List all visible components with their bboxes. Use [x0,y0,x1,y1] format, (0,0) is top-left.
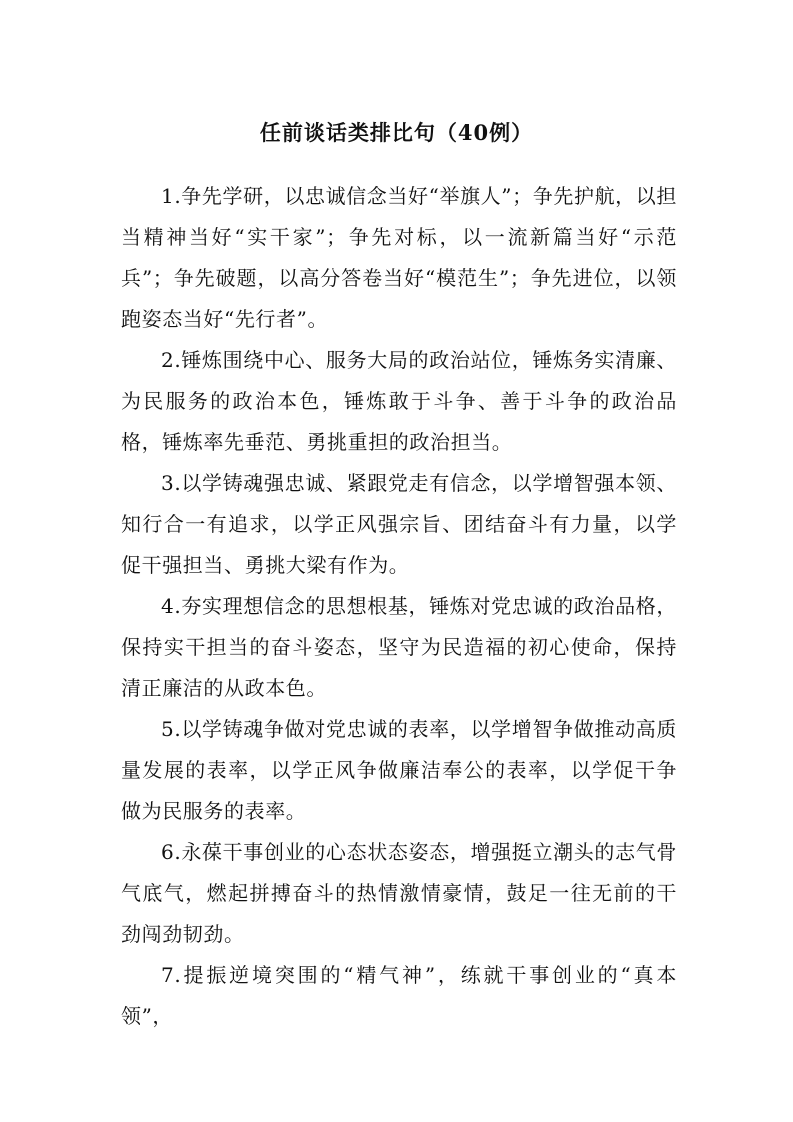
document-title: 任前谈话类排比句（40例） [259,120,534,145]
paragraph-4: 4.夯实理想信念的思想根基，锤炼对党忠诚的政治品格，保持实干担当的奋斗姿态，坚守为民造福的初心使命，保持清正廉洁的从政本色。 [121,594,677,700]
paragraph-5: 5.以学铸魂争做对党忠诚的表率，以学增智争做推动高质量发展的表率，以学正风争做廉洁奉公的表率，以学促干争做为民服务的表率。 [121,717,677,823]
paragraph-3: 3.以学铸魂强忠诚、紧跟党走有信念，以学增智强本领、知行合一有追求，以学正风强宗旨、团结奋斗有力量，以学促干强担当、勇挑大梁有作为。 [121,471,677,577]
paragraph-7: 7.提振逆境突围的“精气神”，练就干事创业的“真本领”， [121,963,677,1028]
paragraph-1: 1.争先学研，以忠诚信念当好“举旗人”；争先护航，以担当精神当好“实干家”；争先对标，以一流新篇当好“示范兵”；争先破题，以高分答卷当好“模范生”；争先进位，以领跑姿态当好“先行者”。 [121,184,677,331]
paragraph-2: 2.锤炼围绕中心、服务大局的政治站位，锤炼务实清廉、为民服务的政治本色，锤炼敢于斗争、善于斗争的政治品格，锤炼率先垂范、勇挑重担的政治担当。 [121,348,677,454]
paragraph-6: 6.永葆干事创业的心态状态姿态，增强挺立潮头的志气骨气底气，燃起拼搏奋斗的热情激情豪情，鼓足一往无前的干劲闯劲韧劲。 [121,840,677,946]
document-body [121,176,677,1037]
